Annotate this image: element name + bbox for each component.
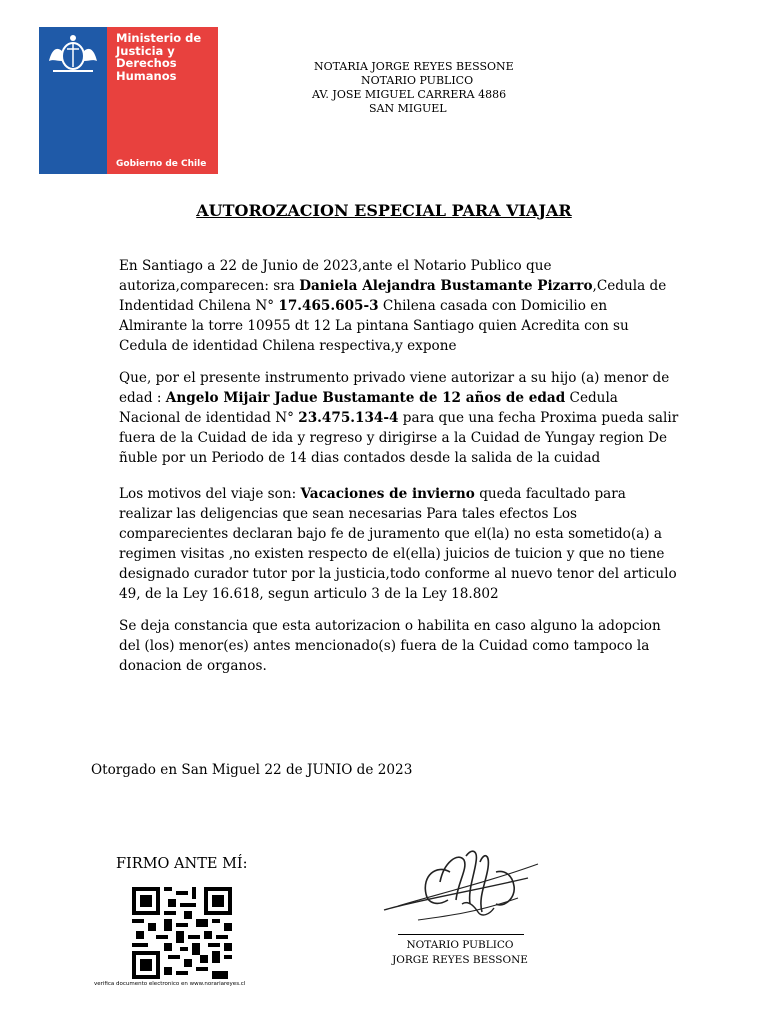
ministry-name xyxy=(116,32,216,82)
paragraph-disclaimer: Se deja constancia que esta autorizacion o habilita en caso alguno la adopcion del (los) menor(es) antes mencionado(s) fuera de la Cuidad como tampoco la donacion de organos. xyxy=(119,618,661,674)
qr-code[interactable] xyxy=(131,887,233,979)
signed-before-label: FIRMO ANTE MÍ: xyxy=(116,856,248,872)
notary-signature-label xyxy=(380,938,540,968)
granted-statement: Otorgado en San Miguel 22 de JUNIO de 2023 xyxy=(91,762,413,778)
notary-line: NOTARIO PUBLICO xyxy=(361,74,474,87)
text: ,Cedula de Indentidad Chilena N° xyxy=(119,278,667,314)
ministry-logo xyxy=(39,27,218,174)
text: Chilena casada con Domicilio en Almirante la torre 10955 dt 12 La pintana Santiago quien Acredita con su Cedula de identidad Chilena respectiva,y expone xyxy=(119,298,629,354)
verification-note: verifica documento electronico en www.norariareyes.cl xyxy=(94,981,246,987)
notary-signature xyxy=(378,842,548,942)
text: Los motivos del viaje son: xyxy=(119,486,301,502)
paragraph-reasons xyxy=(119,484,679,604)
text: En Santiago a 22 de Junio de 2023,ante el Notario Publico que autoriza,comparecen: sra xyxy=(119,258,552,294)
ministry-line: Humanos xyxy=(116,68,177,83)
signature-line xyxy=(398,934,524,935)
text: queda facultado para realizar las deligencias que sean necesarias Para tales efectos Los comparecientes declaran bajo fe de juramento que el(la) no esta sometido(a) a regimen visitas ,no existen respecto de el(ella) juicios de tuicion y que no tiene designado curador tutor por la justicia,todo conforme al nuevo tenor del articulo 49, de la Ley 16.618, segun articulo 3 de la Ley 18.802 xyxy=(119,486,677,602)
text: Que, por el presente instrumento privado viene autorizar a su hijo (a) menor de edad : xyxy=(119,370,670,406)
notary-name: JORGE REYES BESSONE xyxy=(392,954,528,966)
ministry-line: Justicia y xyxy=(116,43,175,58)
child-name: Angelo Mijair Jadue Bustamante de 12 años de edad xyxy=(165,390,566,406)
parent-name: Daniela Alejandra Bustamante Pizarro xyxy=(299,278,593,294)
notary-header xyxy=(300,60,530,116)
government-label: Gobierno de Chile xyxy=(116,159,207,169)
child-id: 23.475.134-4 xyxy=(298,410,399,426)
coat-of-arms-icon xyxy=(45,31,101,77)
ministry-line: Derechos xyxy=(116,56,177,70)
parent-id: 17.465.605-3 xyxy=(278,298,379,314)
ministry-line: Ministerio de xyxy=(116,31,202,45)
document-title-text: AUTOROZACION ESPECIAL PARA VIAJAR xyxy=(196,201,572,220)
travel-reason: Vacaciones de invierno xyxy=(300,486,475,502)
text: para que una fecha Proxima pueda salir fuera de la Cuidad de ida y regreso y dirigirse a la Cuidad de Yungay region De ñuble por un Periodo de 14 dias contados desde la salida de la cuidad xyxy=(119,410,679,466)
document-title xyxy=(0,201,768,220)
notary-line: SAN MIGUEL xyxy=(369,102,447,115)
text: Cedula Nacional de identidad N° xyxy=(119,390,618,426)
paragraph-appearance xyxy=(119,256,679,356)
notary-title: NOTARIO PUBLICO xyxy=(406,939,514,951)
paragraph-authorization xyxy=(119,368,679,468)
notary-line: NOTARIA JORGE REYES BESSONE xyxy=(314,60,514,73)
notary-line: AV. JOSE MIGUEL CARRERA 4886 xyxy=(312,88,507,101)
